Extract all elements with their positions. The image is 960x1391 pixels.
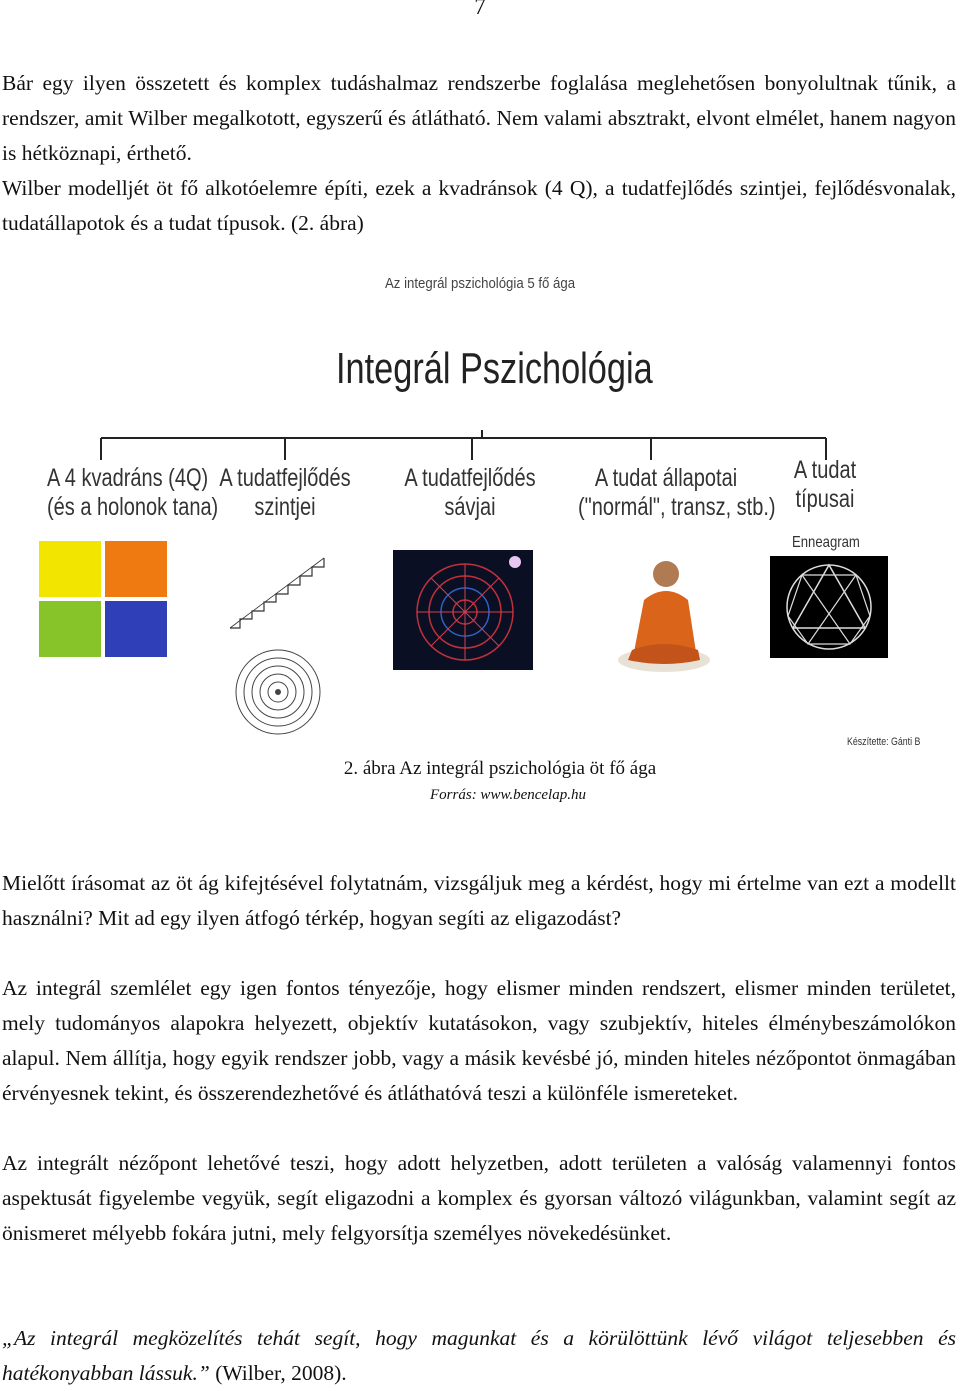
enneagram-image [770,556,888,658]
figure-heading: Az integrál pszichológia 5 fő ága [385,275,576,292]
paragraph-integral-view: Az integrál szemlélet egy igen fontos tényezője, hogy elismer minden rendszert, elismer minden területet, mely tudományos alapokra helyezett, objektív kutatásokon, vagy szubjektív, hiteles élménybeszámolókon alapul. Nem állítja, hogy egyik rendszer jobb, vagy a másik kevésbé jó, minden hiteles nézőpontot önmagában érvényesnek tekint, és összerendezhetővé és átláthatóvá teszi a különféle ismereteket. [2,976,956,1105]
branch-label-types: A tudat típusai [793,456,857,513]
branch-label-states: A tudat állapotai ("normál", transz, stb.) [578,464,776,521]
quadrant-upper-left [39,541,101,597]
quadrant-upper-right [105,541,167,597]
paragraph-integrated-perspective: Az integrált nézőpont lehetővé teszi, hogy adott helyzetben, adott területen a valóság valamennyi fontos aspektusát figyelembe vegyük, segít eligazodni a komplex és gyorsan változó világunkban, valamint segít az önismeret mélyebb fokára jutni, mely felgyorsítja személyes növekedésünket. [2,1151,956,1245]
quote-citation: (Wilber, 2008). [209,1361,347,1385]
figure-main-title: Integrál Pszichológia [336,344,653,393]
figure-caption: 2. ábra Az integrál pszichológia öt fő ága [343,758,657,779]
meditating-monk-image [614,552,714,677]
levels-staircase-image [228,556,348,736]
branch-label-quadrants: A 4 kvadráns (4Q) (és a holonok tana) [47,464,219,521]
branch-label-lines: A tudatfejlődés sávjai [404,464,536,521]
wilber-quote: „Az integrál megközelítés tehát segít, hogy magunkat és a körülöttünk lévő világot teljesebben és hatékonyabban lássuk.” [2,1326,956,1385]
figure-credit: Készítette: Gánti B [847,736,921,748]
page-number: 7 [474,0,486,19]
branch-label-levels: A tudatfejlődés szintjei [219,464,351,521]
quadrant-lower-right [105,601,167,657]
paragraph-intro: Bár egy ilyen összetett és komplex tudáshalmaz rendszerbe foglalása meglehetősen bonyolultnak tűnik, a rendszer, amit Wilber megalkotott, egyszerű és átlátható. Nem valami absztrakt, elvont elmélet, hanem nagyon is hétköznapi, érthető. [2,71,956,165]
quadrant-lower-left [39,601,101,657]
figure-source: Forrás: www.bencelap.hu [430,787,586,803]
paragraph-model: Wilber modelljét öt fő alkotóelemre építi, ezek a kvadránsok (4 Q), a tudatfejlődés szintjei, fejlődésvonalak, tudatállapotok és a tudat típusok. (2. ábra) [2,176,956,235]
enneagram-label: Enneagram [792,534,860,551]
paragraph-quote [2,1321,956,1391]
development-lines-image [393,550,533,670]
paragraph-question: Mielőtt írásomat az öt ág kifejtésével folytatnám, vizsgáljuk meg a kérdést, hogy mi értelme van ezt a modellt használni? Mit ad egy ilyen átfogó térkép, hogyan segíti az eligazodást? [2,871,956,930]
four-quadrants-image [39,541,169,657]
